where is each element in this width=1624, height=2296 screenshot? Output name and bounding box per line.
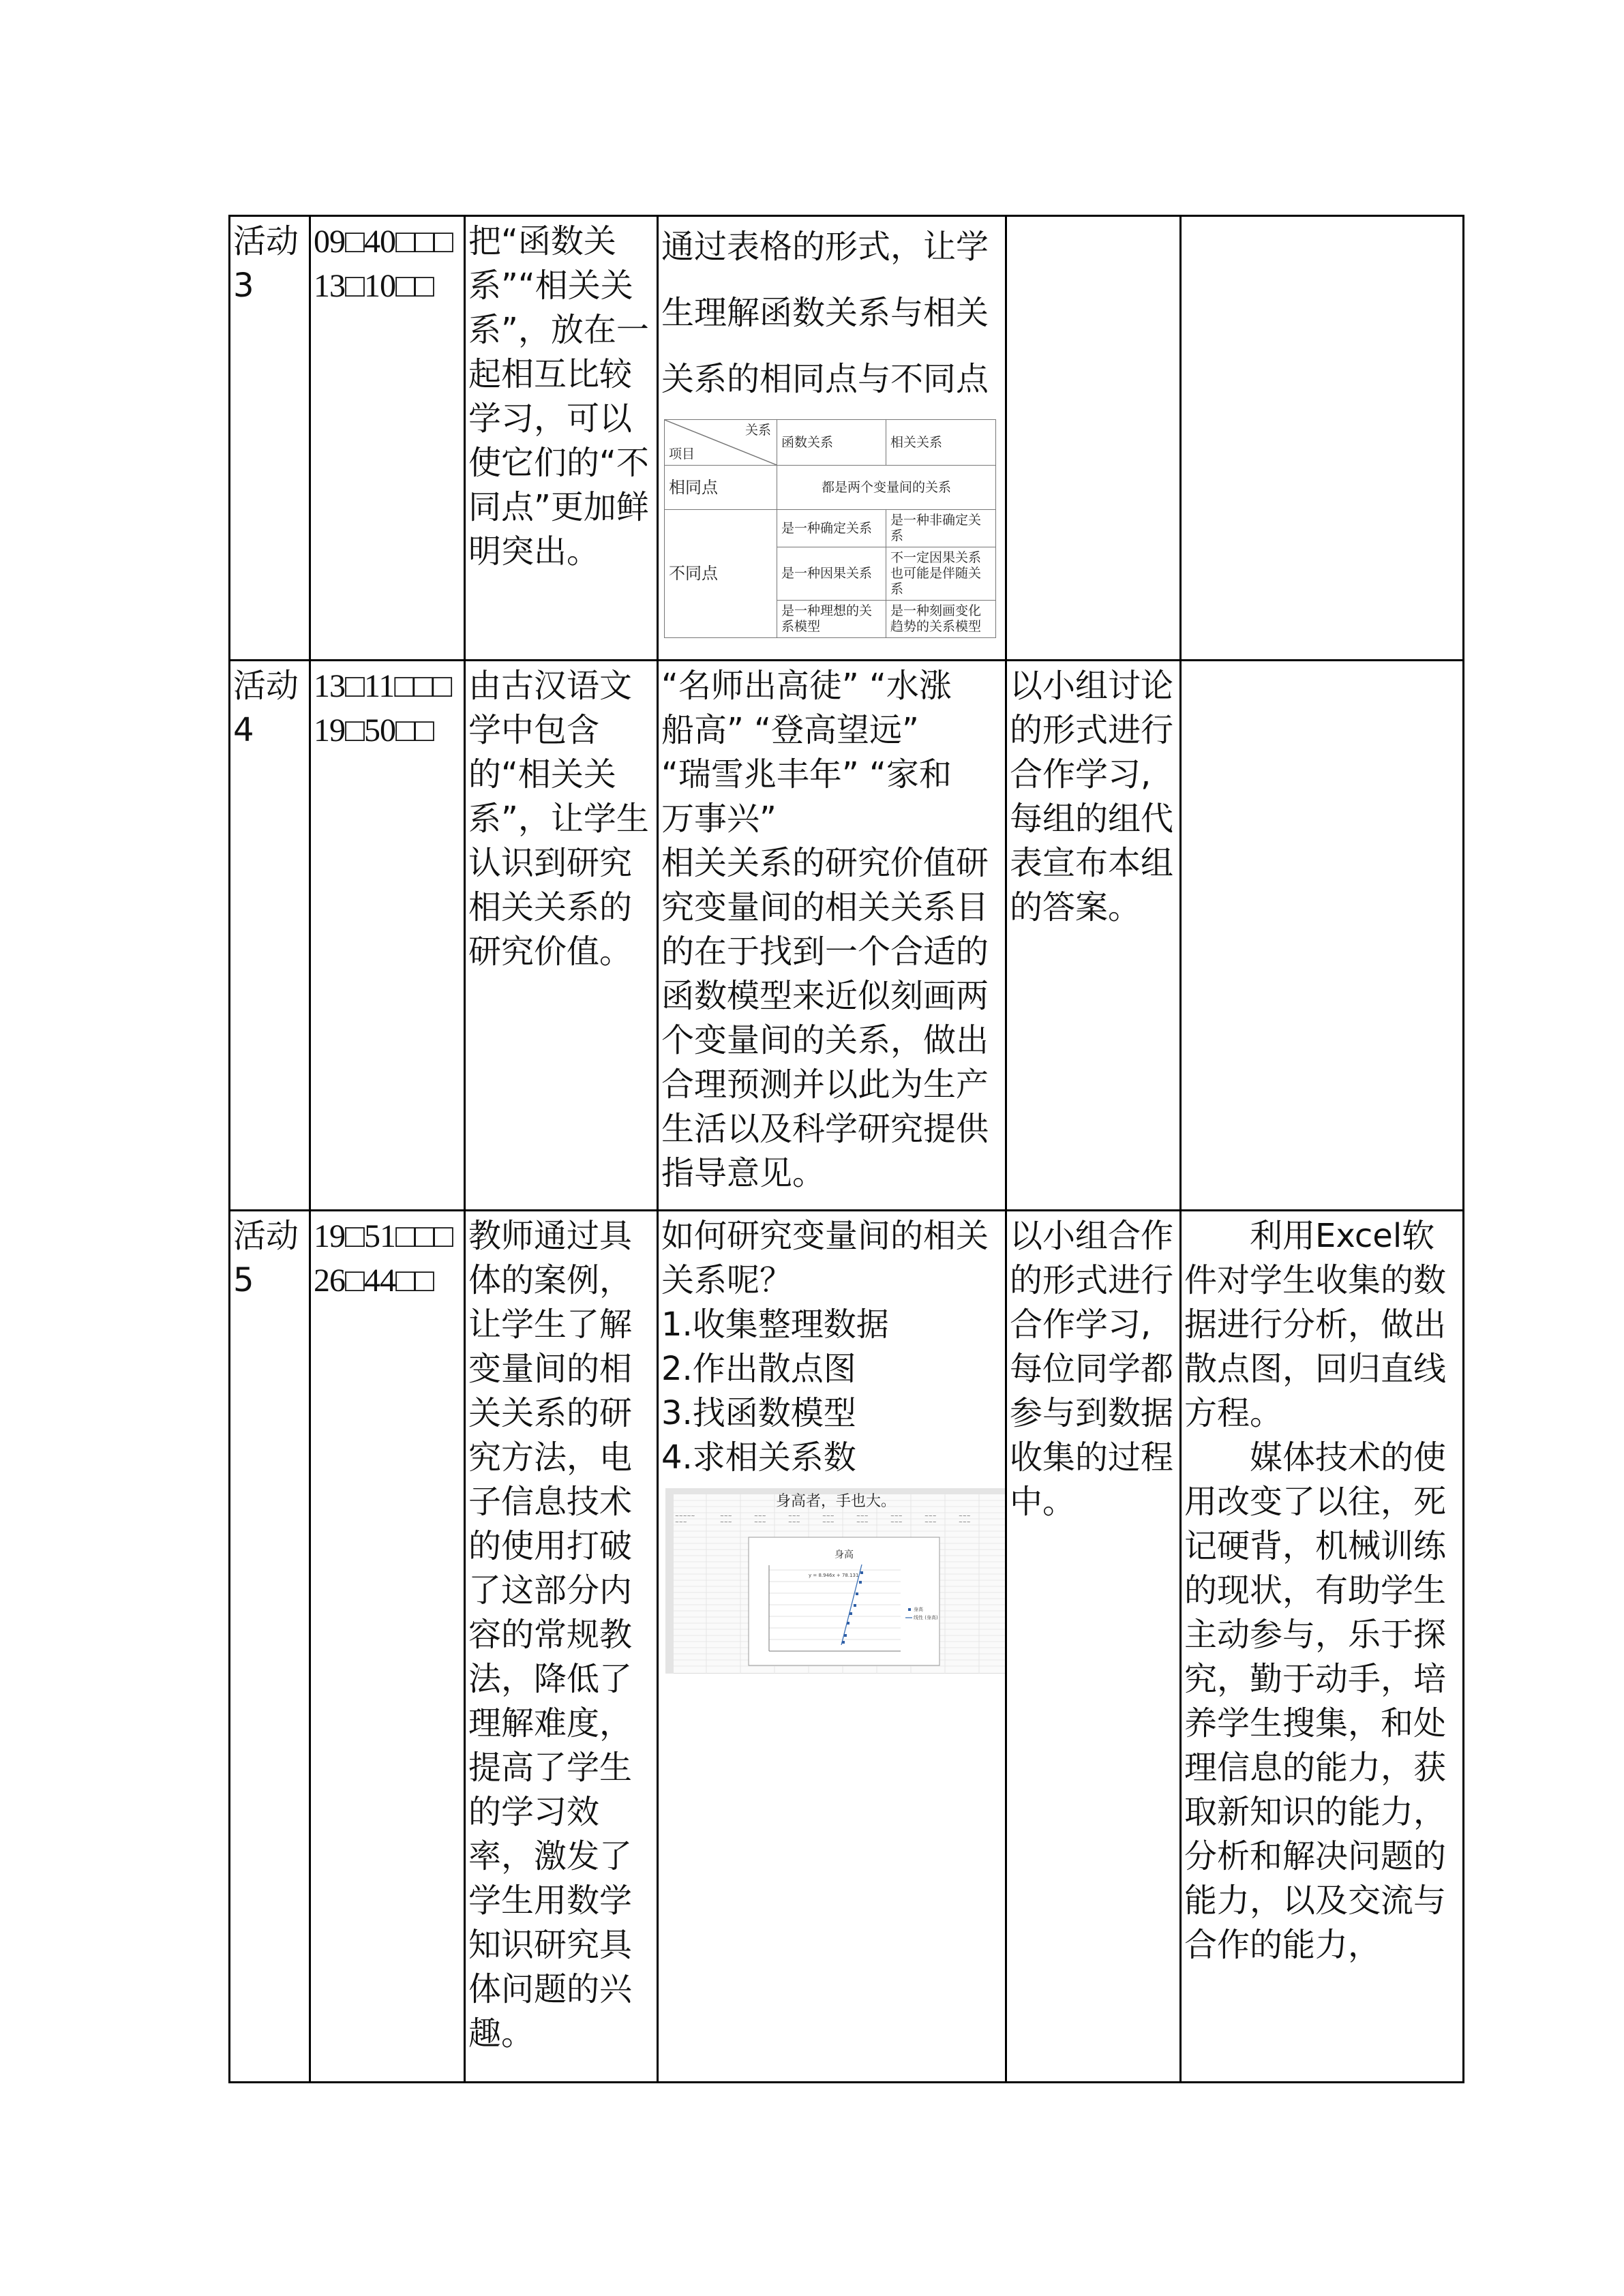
activity-cell: 活动3 bbox=[230, 216, 310, 661]
student-cell bbox=[1006, 216, 1181, 661]
svg-text:~~~: ~~~ bbox=[856, 1513, 869, 1519]
idiom-line: “名师出高徒” “水涨 bbox=[661, 667, 952, 705]
table-row bbox=[230, 1211, 1464, 2083]
excel-legend-trend: 线性 (身高) bbox=[914, 1615, 938, 1620]
svg-text:~~~: ~~~ bbox=[754, 1513, 766, 1519]
content-cell bbox=[658, 216, 1006, 661]
content-line: 1.收集整理数据 bbox=[661, 1305, 889, 1344]
same-label: 相同点 bbox=[665, 466, 777, 510]
svg-text:~~~~~: ~~~~~ bbox=[675, 1513, 695, 1519]
intent-paragraph: 利用Excel软件对学生收集的数据进行分析，做出散点图，回归直线方程。 bbox=[1184, 1217, 1447, 1432]
svg-text:~~~: ~~~ bbox=[822, 1513, 834, 1519]
svg-text:~~~: ~~~ bbox=[720, 1513, 732, 1519]
excel-equation: y = 8.946x + 78.131 bbox=[809, 1573, 859, 1578]
table-row bbox=[230, 216, 1464, 661]
svg-text:~~~: ~~~ bbox=[675, 1520, 687, 1525]
svg-text:~~~: ~~~ bbox=[924, 1520, 937, 1525]
time-cell bbox=[310, 216, 465, 661]
content-line: 生理解函数关系与相关 bbox=[661, 294, 989, 332]
header-correlation: 相关关系 bbox=[886, 420, 996, 466]
excel-title: 身高者，手也大。 bbox=[775, 1493, 897, 1510]
time-start: 19□51□□□ bbox=[314, 1218, 453, 1254]
svg-text:~~~: ~~~ bbox=[890, 1513, 903, 1519]
student-cell: 以小组讨论的形式进行合作学习,每组的组代表宣布本组的答案。 bbox=[1006, 661, 1181, 1211]
intent-cell bbox=[1181, 661, 1464, 1211]
intent-paragraph: 媒体技术的使用改变了以往，死记硬背，机械训练的现状，有助学生主动参与，乐于探究，勤于动手，培养学生搜集，和处理信息的能力，获取新知识的能力，分析和解决问题的能力，以及交流与合作的能力， bbox=[1184, 1438, 1447, 1964]
activity-cell: 活动5 bbox=[230, 1211, 310, 2083]
design-cell: 教师通过具体的案例，让学生了解变量间的相关关系的研究方法，电子信息技术的使用打破了这部分内容的常规教法，降低了理解难度，提高了学生的学习效率，激发了学生用数学知识研究具体问题的兴趣。 bbox=[465, 1211, 658, 2083]
design-cell: 由古汉语文学中包含的“相关关系”，让学生认识到研究相关关系的研究价值。 bbox=[465, 661, 658, 1211]
content-cell bbox=[658, 661, 1006, 1211]
excel-chart-title: 身高 bbox=[834, 1550, 854, 1560]
header-function: 函数关系 bbox=[777, 420, 886, 466]
same-value: 都是两个变量间的关系 bbox=[777, 466, 996, 510]
svg-text:~~~: ~~~ bbox=[754, 1520, 766, 1525]
svg-text:~~~: ~~~ bbox=[890, 1520, 903, 1525]
svg-text:~~~: ~~~ bbox=[788, 1520, 800, 1525]
svg-text:~~~: ~~~ bbox=[959, 1520, 971, 1525]
content-line: 关系的相同点与不同点 bbox=[661, 360, 989, 398]
student-cell: 以小组合作的形式进行合作学习,每位同学都参与到数据收集的过程中。 bbox=[1006, 1211, 1181, 2083]
table-row bbox=[230, 661, 1464, 1211]
svg-text:~~~: ~~~ bbox=[959, 1513, 971, 1519]
time-end: 19□50□□ bbox=[314, 712, 434, 749]
svg-text:~~~: ~~~ bbox=[856, 1520, 869, 1525]
excel-legend-series: 身高 bbox=[914, 1607, 923, 1612]
content-line: 4.求相关系数 bbox=[661, 1438, 856, 1477]
diff-cell: 不一定因果关系 也可能是伴随关系 bbox=[886, 547, 996, 601]
diff-cell: 是一种因果关系 bbox=[777, 547, 886, 601]
content-cell bbox=[658, 1211, 1006, 2083]
svg-text:~~~: ~~~ bbox=[788, 1513, 800, 1519]
svg-text:~~~: ~~~ bbox=[822, 1520, 834, 1525]
diff-label: 不同点 bbox=[665, 510, 777, 638]
diff-cell: 是一种非确定关系 bbox=[886, 510, 996, 547]
header-item: 项目 bbox=[669, 447, 695, 462]
activity-cell: 活动4 bbox=[230, 661, 310, 1211]
diagonal-header bbox=[665, 420, 777, 466]
svg-text:~~~: ~~~ bbox=[924, 1513, 937, 1519]
content-line: 2.作出散点图 bbox=[661, 1350, 856, 1388]
diff-cell: 是一种刻画变化趋势的关系模型 bbox=[886, 601, 996, 638]
header-relation: 关系 bbox=[745, 423, 771, 438]
content-line: 通过表格的形式，让学 bbox=[661, 228, 989, 266]
content-text: 相关关系的研究价值研究变量间的相关关系目的在于找到一个合适的函数模型来近似刻画两个变量间的关系，做出合理预测并以此为生产生活以及科学研究提供指导意见。 bbox=[661, 844, 989, 1192]
diff-cell: 是一种理想的关系模型 bbox=[777, 601, 886, 638]
design-cell: 把“函数关系”“相关关系”，放在一起相互比较学习，可以使它们的“不同点”更加鲜明突出。 bbox=[465, 216, 658, 661]
idiom-line: “瑞雪兆丰年” “家和 bbox=[661, 755, 952, 794]
content-line: 如何研究变量间的相关关系呢？ bbox=[661, 1217, 989, 1299]
time-end: 26□44□□ bbox=[314, 1263, 434, 1299]
diff-cell: 是一种确定关系 bbox=[777, 510, 886, 547]
idiom-line: 万事兴” bbox=[661, 800, 777, 838]
lesson-plan-table bbox=[228, 215, 1464, 2083]
comparison-table-image bbox=[664, 419, 996, 638]
idiom-line: 船高” “登高望远” bbox=[661, 711, 919, 749]
time-cell bbox=[310, 661, 465, 1211]
time-start: 09□40□□□ bbox=[314, 224, 453, 260]
time-end: 13□10□□ bbox=[314, 268, 434, 304]
intent-cell bbox=[1181, 1211, 1464, 2083]
time-start: 13□11□□□ bbox=[314, 668, 452, 704]
intent-cell bbox=[1181, 216, 1464, 661]
svg-text:~~~: ~~~ bbox=[720, 1520, 732, 1525]
content-line: 3.找函数模型 bbox=[661, 1394, 856, 1432]
time-cell bbox=[310, 1211, 465, 2083]
excel-screenshot-image bbox=[665, 1488, 1006, 1674]
